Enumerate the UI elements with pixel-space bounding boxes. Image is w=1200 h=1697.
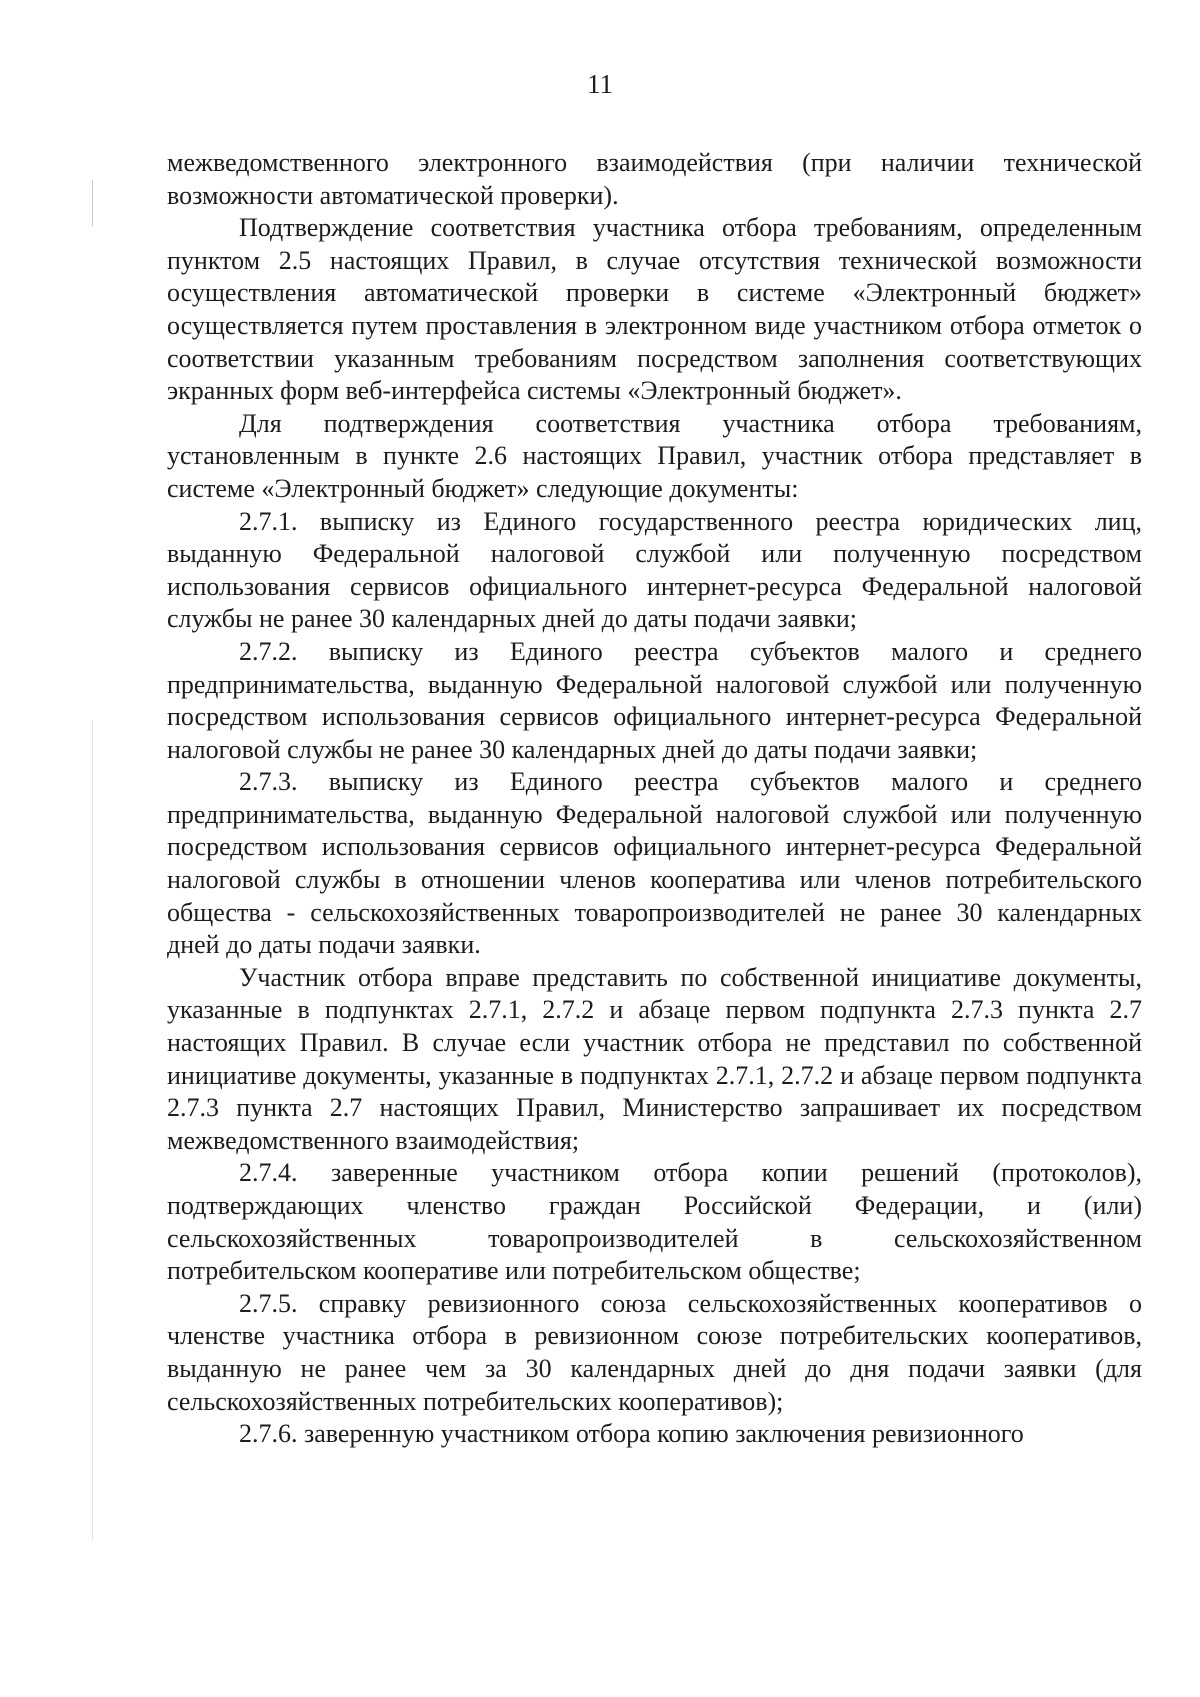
page-number: 11 bbox=[587, 69, 613, 99]
paragraph-own-initiative: Участник отбора вправе представить по собственной инициативе документы, указанные в подпунктах 2.7.1, 2.7.2 и абзаце первом подпункта 2.7.3 пункта 2.7 настоящих Правил. В случае если участник отбора не представил по собственной инициативе документы, указанные в подпунктах 2.7.1, 2.7.2 и абзаце первом подпункта 2.7.3 пункта 2.7 настоящих Правил, Министерство запрашивает их посредством межведомственного взаимодействия; bbox=[167, 962, 1142, 1155]
paragraph-2-7-3: 2.7.3. выписку из Единого реестра субъектов малого и среднего предпринимательства, выданную Федеральной налоговой службой или полученную посредством использования сервисов официального интернет-ресурса Федеральной налоговой службы в отношении членов кооператива или членов потребительского общества - сельскохозяйственных товаропроизводителей не ранее 30 календарных дней до даты подачи заявки. bbox=[167, 767, 1142, 960]
paragraph-2-7-2: 2.7.2. выписку из Единого реестра субъектов малого и среднего предпринимательства, выданную Федеральной налоговой службой или полученную посредством использования сервисов официального интернет-ресурса Федеральной налоговой службы не ранее 30 календарных дней до даты подачи заявки; bbox=[167, 636, 1142, 764]
paragraph-2-7-4: 2.7.4. заверенные участником отбора копии решений (протоколов), подтверждающих членство граждан Российской Федерации, и (или) сельскохозяйственных товаропроизводителей в сельскохозяйственном потребительском кооперативе или потребительском обществе; bbox=[167, 1158, 1142, 1286]
scan-edge-mark-lower bbox=[92, 720, 93, 1540]
scan-edge-mark-upper bbox=[92, 180, 93, 226]
paragraph-continuation: межведомственного электронного взаимодействия (при наличии технической возможности автоматической проверки). bbox=[167, 148, 1142, 210]
paragraph-2-7-5: 2.7.5. справку ревизионного союза сельскохозяйственных кооперативов о членстве участника отбора в ревизионном союзе потребительских кооперативов, выданную не ранее чем за 30 календарных дней до дня подачи заявки (для сельскохозяйственных потребительских кооперативов); bbox=[167, 1288, 1142, 1416]
paragraph-confirmation-2-6: Для подтверждения соответствия участника отбора требованиям, установленным в пункте 2.6 настоящих Правил, участник отбора представляет в системе «Электронный бюджет» следующие документы: bbox=[167, 408, 1142, 503]
paragraph-confirmation-2-5: Подтверждение соответствия участника отбора требованиям, определенным пунктом 2.5 настоящих Правил, в случае отсутствия технической возможности осуществления автоматической проверки в системе «Электронный бюджет» осуществляется путем проставления в электронном виде участником отбора отметок о соответствии указанным требованиям посредством заполнения соответствующих экранных форм веб-интерфейса системы «Электронный бюджет». bbox=[167, 213, 1142, 406]
document-body bbox=[167, 147, 1142, 1451]
paragraph-2-7-6: 2.7.6. заверенную участником отбора копию заключения ревизионного bbox=[239, 1419, 1024, 1449]
paragraph-2-7-1: 2.7.1. выписку из Единого государственного реестра юридических лиц, выданную Федеральной налоговой службой или полученную посредством использования сервисов официального интернет-ресурса Федеральной налоговой службы не ранее 30 календарных дней до даты подачи заявки; bbox=[167, 506, 1142, 634]
